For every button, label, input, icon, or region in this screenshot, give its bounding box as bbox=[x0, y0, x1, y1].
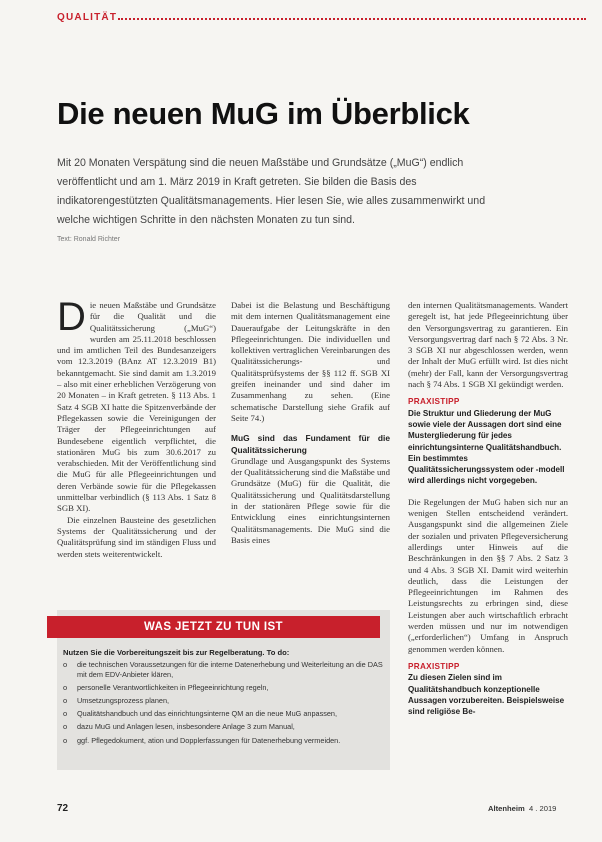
body-column-3 bbox=[408, 300, 568, 788]
praxistipp-heading: PRAXISTIPP bbox=[408, 397, 460, 407]
bullet-icon: o bbox=[63, 709, 68, 719]
article-headline: Die neuen MuG im Überblick bbox=[57, 96, 470, 131]
article-lead: Mit 20 Monaten Verspätung sind die neuen Maßstäbe und Grundsätze („MuG“) endlich veröffentlicht und am 1. März 2019 in Kraft getreten. Sie bilden die Basis des indikatorengestützten Qualitätsmanagements. Hier lesen Sie, wie alles zusammenwirkt und welche wichtigen Schritte in den nächsten Monaten zu tun sind. bbox=[57, 157, 486, 226]
page-number: 72 bbox=[57, 803, 69, 814]
body-paragraph: den internen Qualitätsmanagements. Wandert geregelt ist, hat jede Pflegeeinrichtung über den Versorgungsvertrag zu garantieren. Ein Versorgungsvertrag darf nach § 72 Abs. 3 Nr. 3 SGB XI nur abgeschlossen werden, wenn der Inhalt der MuG erfüllt wird. Ist dies nicht (mehr) der Fall, kann der Versorgungsvertrag nach § 74 Abs. 1 SGB XI gekündigt werden. bbox=[408, 300, 568, 390]
issue-number: 4 . 2019 bbox=[528, 804, 557, 813]
body-paragraph: Die Regelungen der MuG haben sich nur an wenigen Stellen entscheidend verändert. Ausgangspunkt sind die allgemeinen Ziele der sozialen und privaten Pflegeversicherung allerdings unter Hinweis auf die Beschränkungen in den §§ 7 Abs. 2 Satz 3 und 4 Abs. 3 SGB XI. Damit wird weiterhin deutlich, dass die Leistungen der Pflegeeinrichtungen im Rahmen des Leistungsrechts zu erbringen sind, diese Leistungen aber auch wirtschaftlich erbracht werden müssen und nur im notwendigen („erforderlichen“) Umfang in Anspruch genommen werden können. bbox=[408, 496, 568, 654]
body-paragraph bbox=[57, 300, 216, 515]
todo-list bbox=[63, 660, 383, 749]
bullet-icon: o bbox=[63, 735, 68, 745]
bullet-icon: o bbox=[63, 695, 68, 705]
bullet-icon: o bbox=[63, 722, 68, 732]
magazine-footer bbox=[488, 804, 556, 813]
subheading: MuG sind das Fundament für die Qualitätssicherung bbox=[231, 433, 390, 455]
todo-list-item: o die technischen Voraussetzungen für die interne Datenerhebung und Weiterleitung an die DAS mit dem EDV-Anbieter klären, bbox=[63, 660, 383, 679]
body-text: ie neuen Maßstäbe und Grundsätze für die Qualität und die Qualitätssicherung („MuG“) wurden am 25.11.2018 beschlossen und im amtlichen Teil des Bundesanzeigers vom 12.3.2019 (BAnz AT 12.3.2019 B1) bekanntgemacht. Sie sind damit am 1.3.2019 – also mit einer erheblichen Verzögerung von 20 Monaten – in Kraft getreten. § 113 Abs. 1 Satz 4 SGB XI hatte die Spitzenverbände der Pflegekassen sowie die Vereinigungen der Träger der Pflegeeinrichtungen auf Bundesebene eigentlich verpflichtet, die stationären MuG bis zum 30.6.2017 zu verabschieden. Mit der Veröffentlichung sind die MuG für alle Pflegeeinrichtungen und deren Verbände sowie für die Pflegekassen unmittelbar verbindlich (§ 113 Abs. 1 Satz 8 SGB XI). bbox=[57, 300, 216, 514]
section-dotted-rule bbox=[118, 18, 586, 20]
todo-list-item: o ggf. Pflegedokument, ation und Dopplerfassungen für Datenerhebung vermeiden. bbox=[63, 735, 341, 745]
bullet-icon: o bbox=[63, 682, 68, 692]
section-label: QUALITÄT bbox=[57, 12, 118, 23]
body-column-1 bbox=[57, 300, 216, 588]
author-credit: Text: Ronald Richter bbox=[57, 236, 121, 243]
praxistipp-text: Zu diesen Zielen sind im Qualitätshandbuch konzeptionelle Aussagen vorzubereiten. Beispielsweise sind religiöse Be- bbox=[408, 673, 565, 717]
todo-list-item: o Umsetzungsprozess planen, bbox=[63, 695, 170, 705]
praxistipp-text: Die Struktur und Gliederung der MuG sowie viele der Aussagen dort sind eine Mustergliederung für jedes einrichtungsinterne Qualitätshandbuch. Ein bestimmtes Qualitätssicherungssystem oder -modell wird allerdings nicht vorgegeben. bbox=[408, 408, 565, 486]
bullet-icon: o bbox=[63, 660, 68, 669]
body-paragraph: Die einzelnen Bausteine des gesetzlichen Systems der Qualitätssicherung und der Qualitätsprüfung sind im ständigen Fluss und werden stets weiterentwickelt. bbox=[57, 514, 216, 559]
todo-box-title: WAS JETZT ZU TUN IST bbox=[47, 616, 380, 638]
body-paragraph: Grundlage und Ausgangspunkt des Systems der Qualitätssicherung sind die Maßstäbe und Grundsätze (MuG) für die Qualität, die Qualitätssicherung und Qualitätsdarstellung in der stationären Pflege sowie für die Entwicklung eines einrichtungsinternen Qualitätsmanagements. Die MuG sind die Basis eines bbox=[231, 455, 390, 545]
todo-list-item: o Qualitätshandbuch und das einrichtungsinterne QM an die neue MuG anpassen, bbox=[63, 709, 338, 719]
todo-list-item: o dazu MuG und Anlagen lesen, insbesondere Anlage 3 zum Manual, bbox=[63, 722, 295, 732]
body-paragraph: Dabei ist die Belastung und Beschäftigung mit dem internen Qualitätsmanagement eine Daueraufgabe der Leitungskräfte in den Pflegeeinrichtungen. Die individuellen und kollektiven vertraglichen Vereinbarungen des Qualitätssicherungs- und Qualitätsprüfsystems der §§ 112 ff. SGB XI greifen ineinander und sind daher im Zusammenhang zu sehen. (Eine schematische Darstellung siehe Grafik auf Seite 74.) bbox=[231, 300, 390, 423]
todo-list-item: o personelle Verantwortlichkeiten in Pflegeeinrichtung regeln, bbox=[63, 682, 269, 692]
body-column-2 bbox=[231, 300, 390, 588]
drop-cap: D bbox=[57, 300, 86, 339]
praxistipp-heading: PRAXISTIPP bbox=[408, 661, 460, 671]
todo-box-intro: Nutzen Sie die Vorbereitungszeit bis zur Regelberatung. To do: bbox=[63, 648, 290, 657]
magazine-name: Altenheim bbox=[488, 804, 525, 813]
